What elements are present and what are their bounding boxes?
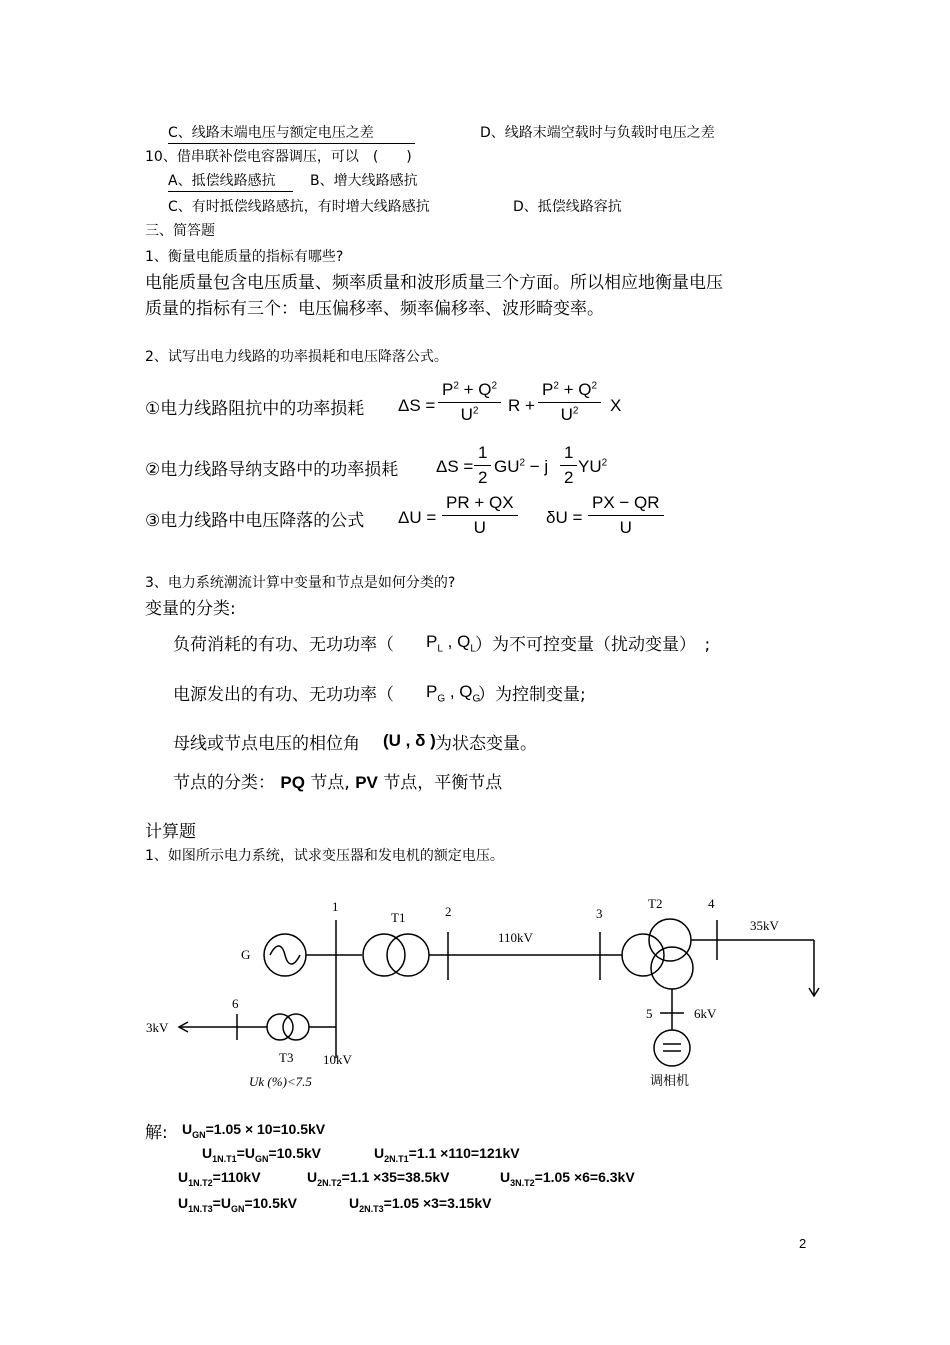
formula-2-lhs: ΔS = <box>436 457 474 476</box>
label-condenser: 调相机 <box>650 1074 690 1089</box>
section-title-short-answer: 三、简答题 <box>145 223 215 239</box>
q10-option-b: B、增大线路感抗 <box>310 173 418 189</box>
solution-u1nt3: $U_{1N.T3}=U_{GN}=10.5kV$ <box>178 1195 297 1214</box>
formula-2-end: $YU^2$ <box>578 457 608 476</box>
node-classification <box>173 768 502 793</box>
short-question-1: 1、衡量电能质量的指标有哪些? <box>145 249 344 265</box>
label-node-2: 2 <box>445 904 452 919</box>
q10-option-d: D、抵偿线路容抗 <box>513 199 622 215</box>
variable-3-pre: 母线或节点电压的相位角 <box>173 734 360 754</box>
solution-u1nt2: $U_{1N.T2}=110kV$ <box>178 1169 261 1188</box>
answer-1-line-1: 电能质量包含电压质量、频率质量和波形质量三个方面。所以相应地衡量电压 <box>145 273 723 293</box>
power-system-diagram <box>140 885 840 1095</box>
solution-u2nt3: $U_{2N.T3}=1.05 \times 3=3.15kV$ <box>349 1195 492 1214</box>
formula-1-mid: R + <box>508 396 535 415</box>
formula-2-mid: $GU^2 - j$ <box>494 457 549 476</box>
node-mid-2: 节点，平衡节点 <box>383 773 503 793</box>
label-node-6: 6 <box>232 996 239 1011</box>
q10-option-a: A、抵偿线路感抗 <box>168 170 293 192</box>
variable-1-pre: 负荷消耗的有功、无功功率（ <box>173 635 394 655</box>
short-question-3: 3、电力系统潮流计算中变量和节点是如何分类的? <box>145 575 456 591</box>
label-T1: T1 <box>391 910 406 925</box>
label-10kv: 10kV <box>323 1052 352 1067</box>
variable-2-pre: 电源发出的有功、无功功率（ <box>173 685 394 705</box>
q9-option-c: C、线路末端电压与额定电压之差 <box>168 122 415 144</box>
page-number: 2 <box>799 1236 807 1251</box>
solution-u1nt1: $U_{1N.T1}=U_{GN}=10.5kV$ <box>202 1145 321 1164</box>
formula-3-lhs-2: δU = <box>546 508 583 527</box>
label-6kv: 6kV <box>694 1006 717 1021</box>
q10-option-c: C、有时抵偿线路感抗，有时增大线路感抗 <box>168 199 430 215</box>
solution-label: 解: <box>145 1123 168 1143</box>
formula-3-label: ③电力线路中电压降落的公式 <box>145 511 365 531</box>
formula-3-frac-2: $\frac{PX - QR}{U}$ <box>588 493 664 538</box>
label-node-5: 5 <box>646 1006 653 1021</box>
node-pre: 节点的分类： <box>173 773 275 793</box>
solution-u2nt2: $U_{2N.T2}=1.1 \times 35=38.5kV$ <box>307 1169 450 1188</box>
section-title-calculation: 计算题 <box>145 822 196 842</box>
formula-1-end: X <box>610 396 622 415</box>
label-node-4: 4 <box>708 896 715 911</box>
formula-1-frac-1: $\frac{P^2 + Q^2}{U^2}$ <box>438 380 501 425</box>
q10-stem: 10、借串联补偿电容器调压，可以 ( ) <box>145 149 412 165</box>
solution-u2nt1: $U_{2N.T1}=1.1 \times 110=121kV$ <box>374 1145 520 1164</box>
node-mid-1: 节点, <box>310 773 350 793</box>
node-pq: PQ <box>280 773 305 792</box>
label-G: G <box>241 947 251 962</box>
label-T3: T3 <box>279 1050 294 1065</box>
label-35kv: 35kV <box>750 918 779 933</box>
solution-ugn: $U_{GN}=1.05 \times 10=10.5kV$ <box>182 1121 326 1140</box>
variable-3-post: 为状态变量。 <box>435 734 537 754</box>
solution-u3nt2: $U_{3N.T2}=1.05 \times 6=6.3kV$ <box>500 1169 635 1188</box>
formula-2-label: ②电力线路导纳支路中的功率损耗 <box>145 460 399 480</box>
variable-2-symbols: $P_G$ , $Q_G$ <box>426 682 481 705</box>
label-3kv: 3kV <box>146 1020 169 1035</box>
formula-1-frac-2: $\frac{P^2 + Q^2}{U^2}$ <box>538 380 601 425</box>
formula-3-lhs-1: ΔU = <box>398 508 437 527</box>
label-uk: Uk (%)<7.5 <box>249 1074 312 1089</box>
formula-3-frac-1: $\frac{PR + QX}{U}$ <box>442 493 518 538</box>
variable-2-post: ）为控制变量; <box>478 685 586 705</box>
node-pv: PV <box>355 773 378 792</box>
variable-3-symbols: (U , δ ) <box>383 731 436 750</box>
formula-1-lhs: ΔS = <box>398 396 436 415</box>
calc-question-1: 1、如图所示电力系统，试求变压器和发电机的额定电压。 <box>145 848 504 864</box>
label-110kv: 110kV <box>498 930 533 945</box>
short-question-2: 2、试写出电力线路的功率损耗和电压降落公式。 <box>145 349 448 365</box>
variable-1-symbols: $P_L$ , $Q_L$ <box>426 632 476 655</box>
variable-classification-title: 变量的分类: <box>145 599 236 619</box>
formula-1-label: ①电力线路阻抗中的功率损耗 <box>145 399 365 419</box>
formula-2-frac-2: $\frac{1}{2}$ <box>560 443 577 488</box>
formula-2-frac-1: $\frac{1}{2}$ <box>474 443 491 488</box>
label-T2: T2 <box>648 896 663 911</box>
variable-1-post: ）为不可控变量（扰动变量） ; <box>475 635 711 655</box>
label-node-3: 3 <box>596 906 603 921</box>
answer-1-line-2: 质量的指标有三个：电压偏移率、频率偏移率、波形畸变率。 <box>145 299 604 319</box>
q9-option-d: D、线路末端空载时与负载时电压之差 <box>480 125 715 141</box>
label-node-1: 1 <box>332 899 339 914</box>
